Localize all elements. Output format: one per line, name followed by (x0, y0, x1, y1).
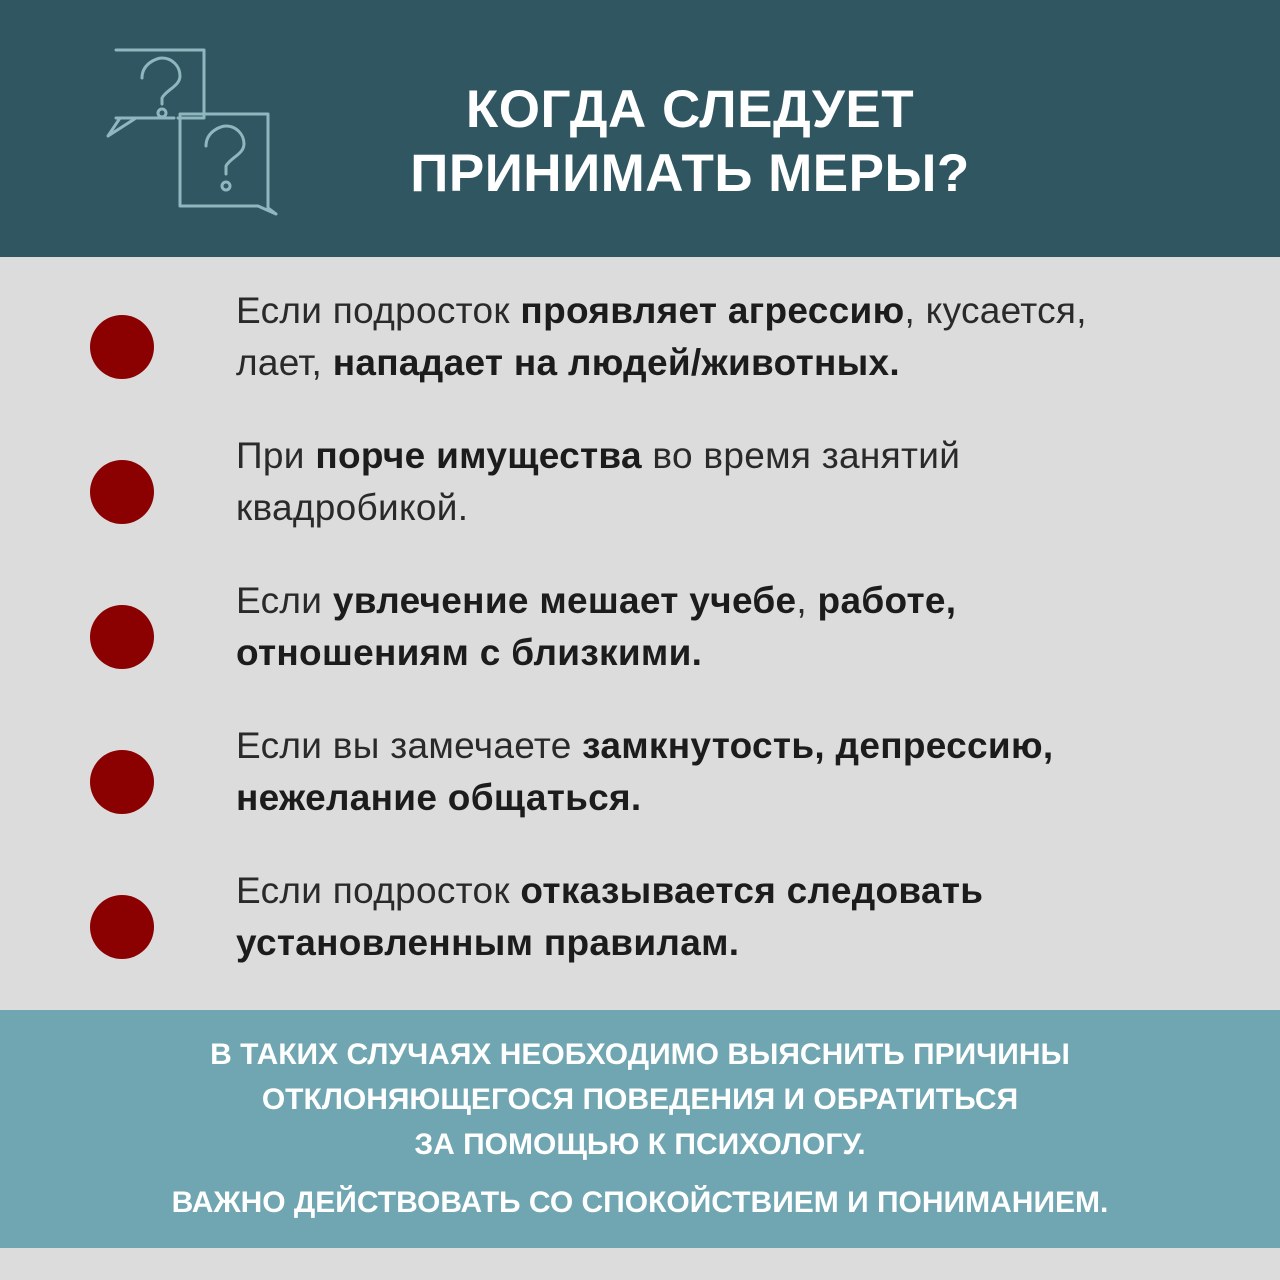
body-text: Если вы замечаете (236, 725, 583, 766)
bottom-strip (0, 1248, 1280, 1280)
list-item-text (236, 575, 1196, 679)
body-text: Если подросток (236, 870, 521, 911)
body-text: лает, (236, 342, 333, 383)
footer-advice (60, 1032, 1220, 1167)
footer-line-3: ЗА ПОМОЩЬЮ К ПСИХОЛОГУ. (414, 1128, 866, 1161)
emphasis-text: отношениям с близкими. (236, 632, 703, 673)
emphasis-text: порче имущества (315, 435, 642, 476)
bullet-icon (90, 605, 154, 669)
emphasis-text: нападает на людей/животных. (332, 342, 900, 383)
footer-line-2: ОТКЛОНЯЮЩЕГОСЯ ПОВЕДЕНИЯ И ОБРАТИТЬСЯ (261, 1083, 1019, 1116)
list-item (0, 720, 1280, 840)
body-text: Если подросток (236, 290, 521, 331)
page-title (330, 78, 1050, 206)
body-text: квадробикой. (236, 487, 469, 528)
list-item (0, 575, 1280, 695)
emphasis-text: замкнутость, депрессию, (582, 725, 1054, 766)
list-item (0, 285, 1280, 405)
list-item-text (236, 865, 1196, 969)
footer-line-1: В ТАКИХ СЛУЧАЯХ НЕОБХОДИМО ВЫЯСНИТЬ ПРИЧИНЫ (210, 1038, 1070, 1071)
footer-banner (0, 1010, 1280, 1248)
header-banner (0, 0, 1280, 257)
body-text: Если (236, 580, 333, 621)
list-item-text (236, 285, 1196, 389)
list-item-text (236, 430, 1196, 534)
body-text: во время занятий (641, 435, 961, 476)
bullet-icon (90, 315, 154, 379)
bullet-icon (90, 895, 154, 959)
bullet-icon (90, 750, 154, 814)
warning-signs-list (0, 257, 1280, 1009)
body-text: , кусается, (904, 290, 1087, 331)
emphasis-text: проявляет агрессию (520, 290, 905, 331)
body-text: При (236, 435, 316, 476)
title-line-2: ПРИНИМАТЬ МЕРЫ? (410, 144, 970, 203)
emphasis-text: установленным правилам. (236, 922, 740, 963)
bullet-icon (90, 460, 154, 524)
emphasis-text: отказывается следовать (520, 870, 984, 911)
body-text: , (796, 580, 818, 621)
title-line-1: КОГДА СЛЕДУЕТ (465, 80, 915, 139)
list-item-text (236, 720, 1196, 824)
list-item (0, 865, 1280, 985)
emphasis-text: увлечение мешает учебе (332, 580, 797, 621)
emphasis-text: работе, (817, 580, 957, 621)
question-speech-bubbles-icon (100, 38, 285, 218)
list-item (0, 430, 1280, 550)
emphasis-text: нежелание общаться. (236, 777, 642, 818)
footer-note: ВАЖНО ДЕЙСТВОВАТЬ СО СПОКОЙСТВИЕМ И ПОНИМАНИЕМ. (171, 1186, 1109, 1219)
